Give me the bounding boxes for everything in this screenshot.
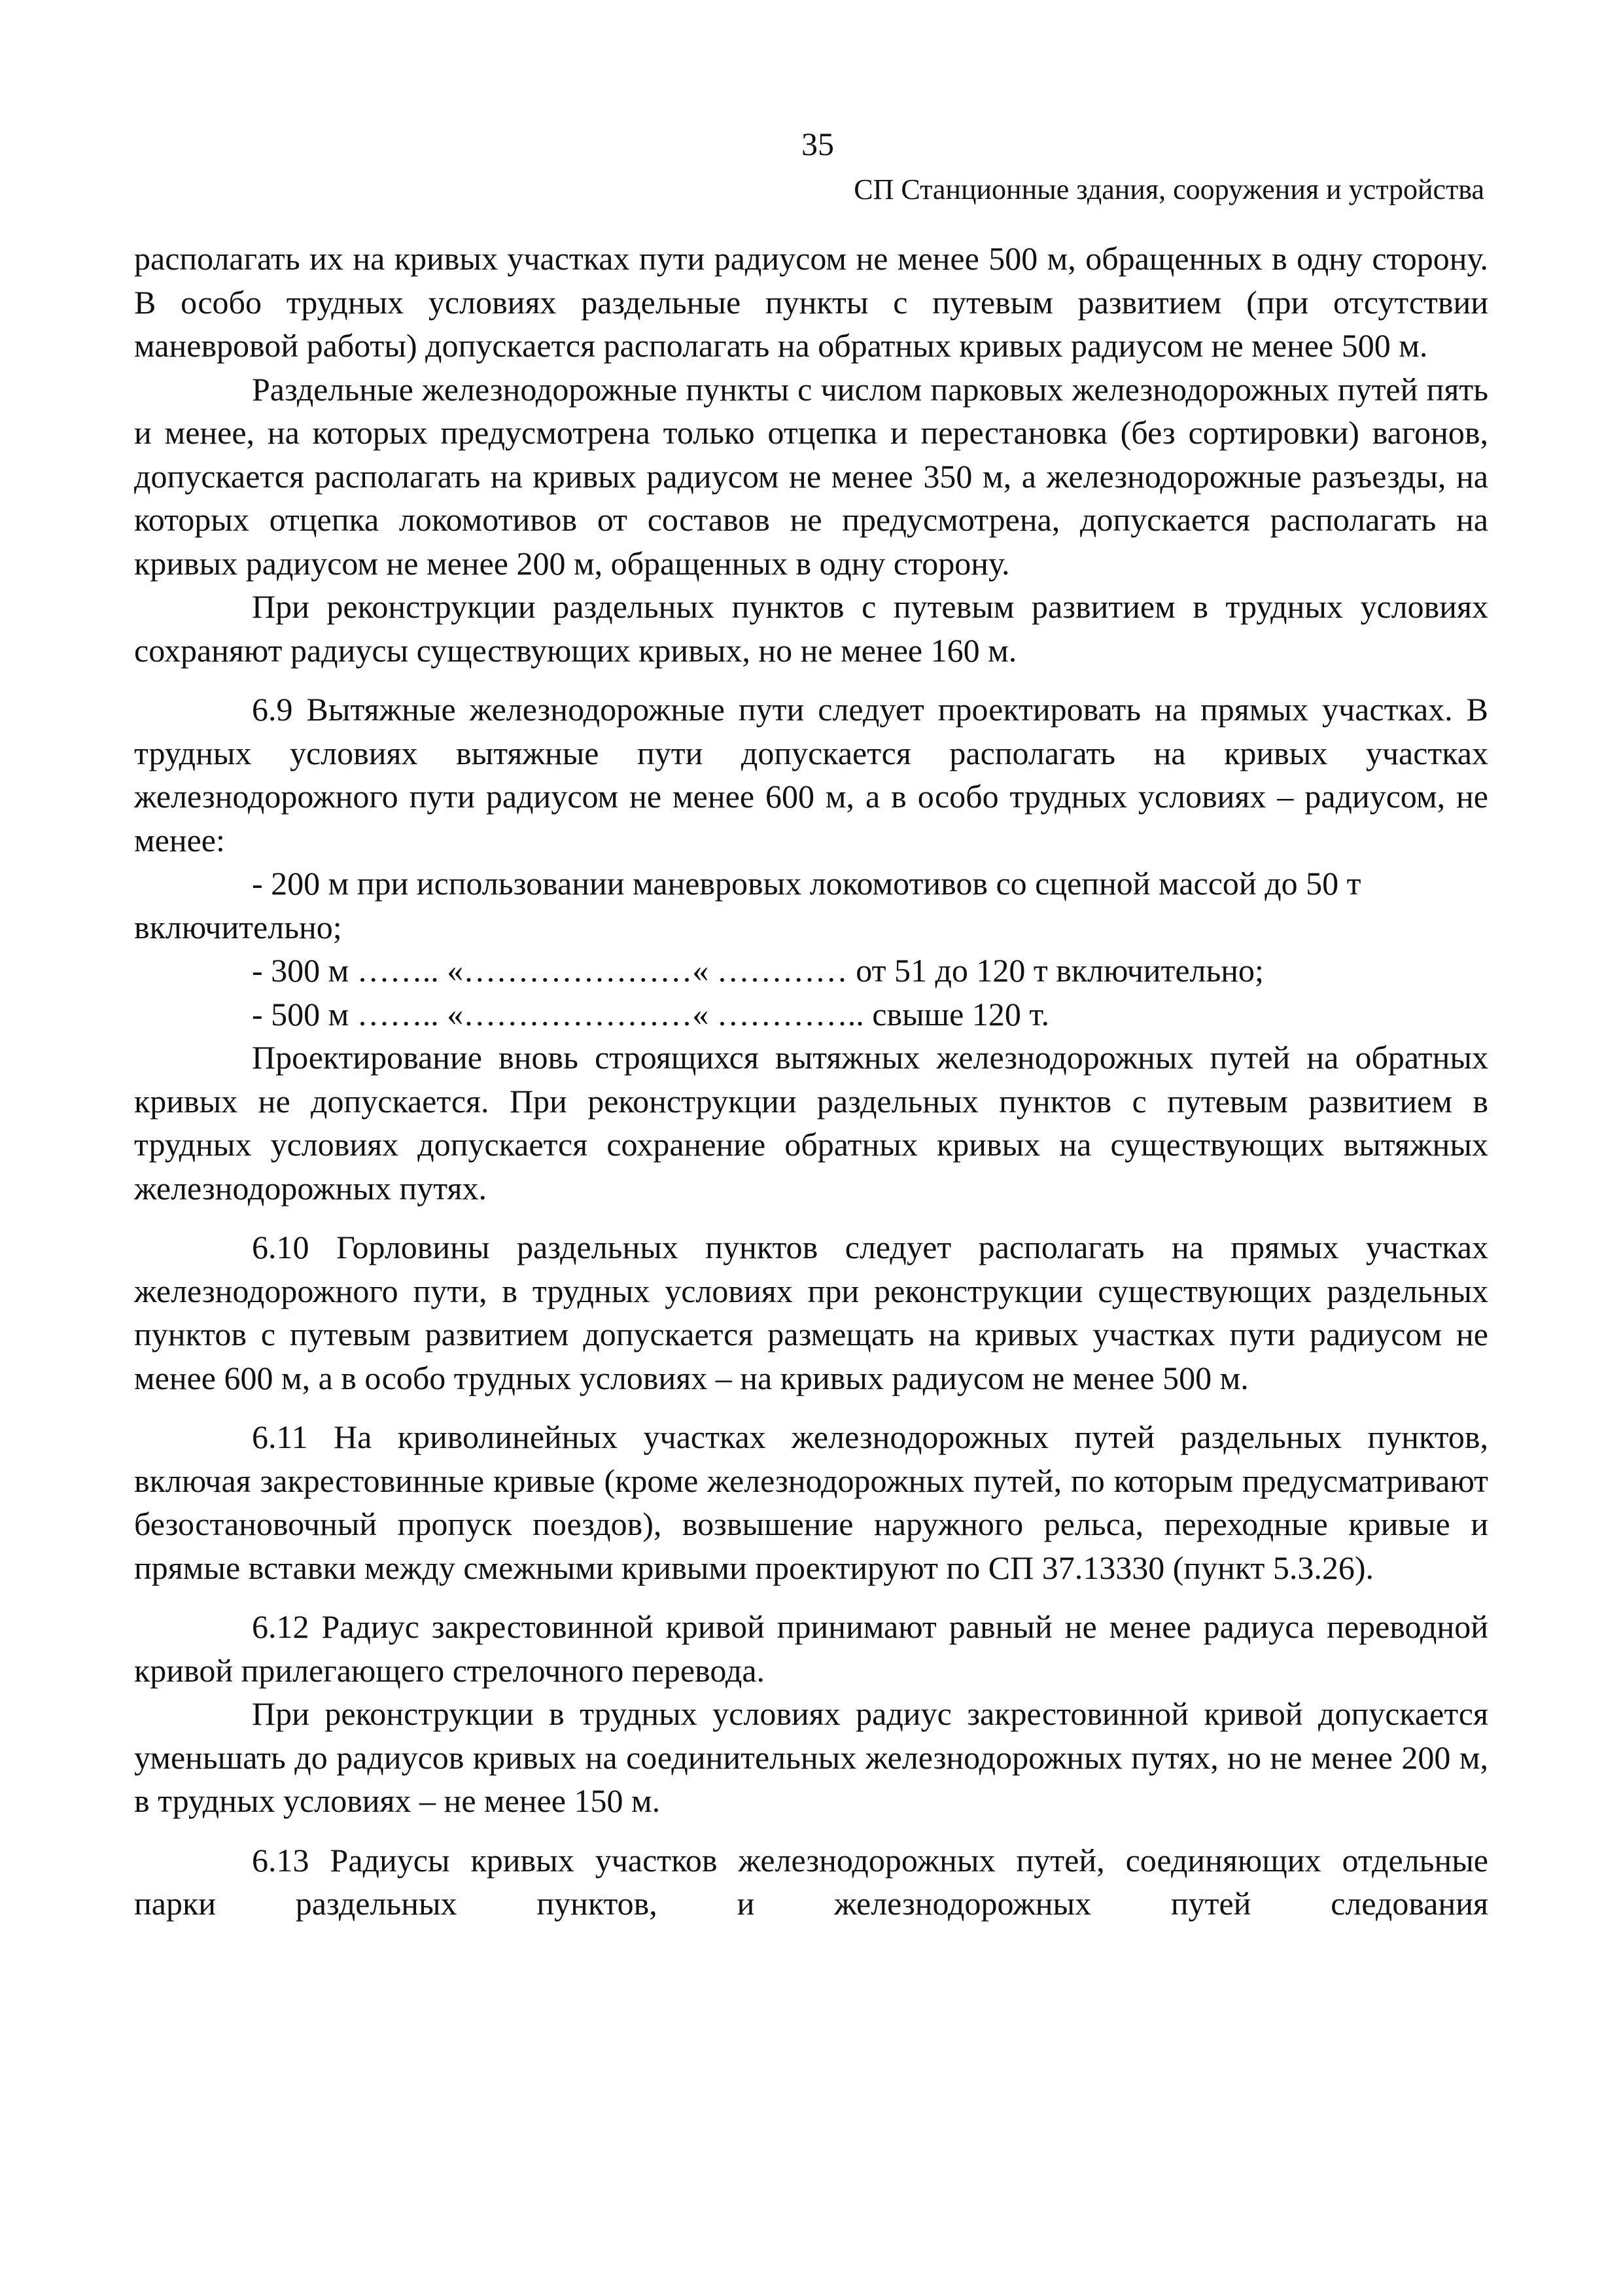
paragraph: При реконструкции раздельных пунктов с путевым развитием в трудных условиях сохраняют радиусы существующих кривых, но не менее 160 м. [134, 588, 1488, 669]
page-number: 35 [801, 126, 834, 162]
list-item: - 500 м …….. «…………………« ………….. свыше 120 т. [252, 995, 1049, 1033]
paragraph-continuation: располагать их на кривых участках пути радиусом не менее 500 м, обращенных в одну сторону. В особо трудных условиях раздельные пункты с путевым развитием (при отсутствии маневровой работы) допускается располагать на обратных кривых радиусом не менее 500 м. [134, 240, 1488, 364]
paragraph: Раздельные железнодорожные пункты с числом парковых железнодорожных путей пять и менее, на которых предусмотрена только отцепка и перестановка (без сортировки) вагонов, допускается располагать на кривых радиусом не менее 350 м, а железнодорожные разъезды, на которых отцепка локомотивов от составов не предусмотрена, допускается располагать на кривых радиусом не менее 200 м, обращенных в одну сторону. [134, 370, 1488, 582]
section-6-11: 6.11 На криволинейных участках железнодорожных путей раздельных пунктов, включая закрестовинные кривые (кроме железнодорожных путей, по которым предусматривают безостановочный пропуск поездов), возвышение наружного рельса, переходные кривые и прямые вставки между смежными кривыми проектируют по СП 37.13330 (пункт 5.3.26). [134, 1419, 1488, 1586]
paragraph: Проектирование вновь строящихся вытяжных железнодорожных путей на обратных кривых не допускается. При реконструкции раздельных пунктов с путевым развитием в трудных условиях допускается сохранение обратных кривых на существующих вытяжных железнодорожных путях. [134, 1039, 1488, 1207]
section-6-10: 6.10 Горловины раздельных пунктов следует располагать на прямых участках железнодорожного пути, в трудных условиях при реконструкции существующих раздельных пунктов с путевым развитием допускается размещать на кривых участках пути радиусом не менее 600 м, а в особо трудных условиях – на кривых радиусом не менее 500 м. [134, 1229, 1488, 1396]
section-6-13: 6.13 Радиусы кривых участков железнодорожных путей, соединяющих отдельные парки раздельных пунктов, и железнодорожных путей следования [134, 1841, 1488, 1922]
list-item: - 300 м …….. «…………………« ………… от 51 до 120 т включительно; [252, 952, 1264, 989]
running-header: СП Станционные здания, сооружения и устройства [854, 173, 1484, 205]
section-6-9: 6.9 Вытяжные железнодорожные пути следует проектировать на прямых участках. В трудных условиях вытяжные пути допускается располагать на кривых участках железнодорожного пути радиусом не менее 600 м, а в особо трудных условиях – радиусом, не менее: [134, 691, 1488, 858]
section-6-12: 6.12 Радиус закрестовинной кривой принимают равный не менее радиуса переводной кривой прилегающего стрелочного перевода. [134, 1608, 1488, 1689]
list-item: - 200 м при использовании маневровых локомотивов со сцепной массой до 50 т включительно; [134, 865, 1361, 945]
paragraph: При реконструкции в трудных условиях радиус закрестовинной кривой допускается уменьшать до радиусов кривых на соединительных железнодорожных путях, но не менее 200 м, в трудных условиях – не менее 150 м. [134, 1695, 1488, 1819]
body-text [134, 237, 1488, 1926]
